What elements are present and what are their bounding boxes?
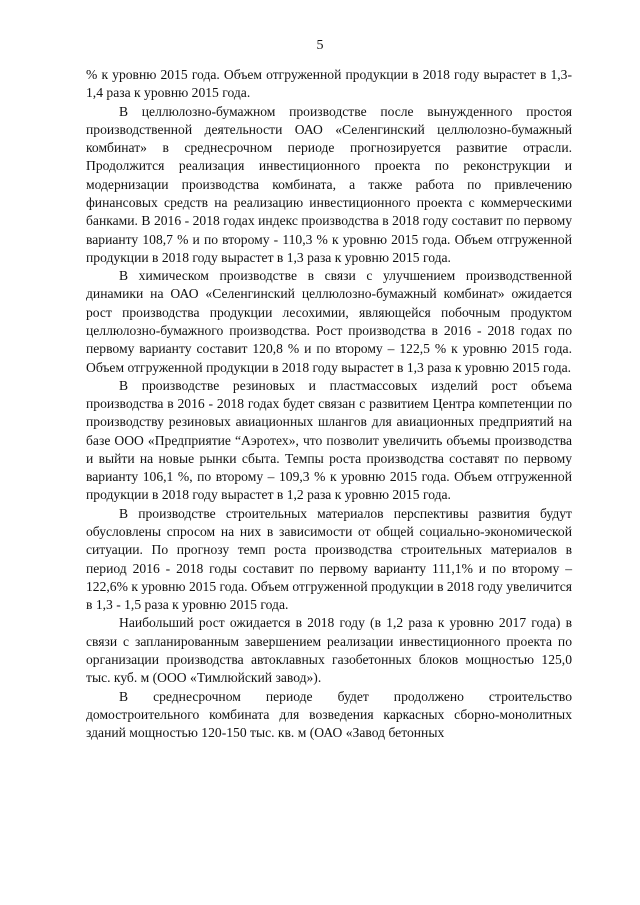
paragraph-midterm-construction: В среднесрочном периоде будет продолжено строительство домостроительного комбината для возведения каркасных сборно-монолитных зданий мощностью 120-150 тыс. кв. м (ОАО «Завод бетонных (86, 688, 572, 741)
paragraph-chemical: В химическом производстве в связи с улучшением производственной динамики на ОАО «Селенгинский целлюлозно-бумажный комбинат» ожидается рост производства продукции лесохимии, являющейся побочным продуктом целлюлозно-бумажного производства. Рост производства в 2016 - 2018 годах по первому варианту составит 120,8 % и по второму – 122,5 % к уровню 2015 года. Объем отгруженной продукции в 2018 году вырастет в 1,3 раза к уровню 2015 года. (86, 268, 572, 375)
document-body (86, 66, 572, 742)
paragraph-pulp-paper: В целлюлозно-бумажном производстве после вынужденного простоя производственной деятельности ОАО «Селенгинский целлюлозно-бумажный комбинат» в среднесрочном периоде прогнозируется развитие отрасли. Продолжится реализация инвестиционного проекта по реконструкции и модернизации производства комбината, а также работа по привлечению финансовых средств на реализацию инвестиционного проекта с коммерческими банками. В 2016 - 2018 годах индекс производства в 2018 году составит по первому варианту 108,7 % и по второму - 110,3 % к уровню 2015 года. Объем отгруженной продукции в 2018 году вырастет в 1,3 раза к уровню 2015 года. (86, 103, 572, 265)
page-number: 5 (316, 38, 324, 53)
paragraph-building-materials: В производстве строительных материалов перспективы развития будут обусловлены спросом на них в зависимости от общей социально-экономической ситуации. По прогнозу темп роста производства строительных материалов в период 2016 - 2018 годы составит по первому варианту 111,1% и по второму – 122,6% к уровню 2015 года. Объем отгруженной продукции в 2018 году увеличится в 1,3 - 1,5 раза к уровню 2015 года. (86, 505, 572, 613)
paragraph-rubber-plastic: В производстве резиновых и пластмассовых изделий рост объема производства в 2016 - 2018 годах будет связан с развитием Центра компетенции по производству резиновых авиационных шлангов для авиационных предприятий на базе ООО «Предприятие “Аэротех», что позволит увеличить объемы производства и выйти на новые рынки сбыта. Темпы роста производства составят по первому варианту 106,1 %, по второму – 109,3 % к уровню 2015 года. Объем отгруженной продукции в 2018 году вырастет в 1,2 раза к уровню 2015 года. (86, 377, 572, 503)
paragraph-continuation: % к уровню 2015 года. Объем отгруженной продукции в 2018 году вырастет в 1,3-1,4 раза к уровню 2015 года. (86, 67, 572, 101)
paragraph-largest-growth: Наибольший рост ожидается в 2018 году (в 1,2 раза к уровню 2017 года) в связи с запланированным завершением реализации инвестиционного проекта по организации производства автоклавных газобетонных блоков мощностью 125,0 тыс. куб. м (ООО «Тимлюйский завод»). (86, 615, 572, 686)
